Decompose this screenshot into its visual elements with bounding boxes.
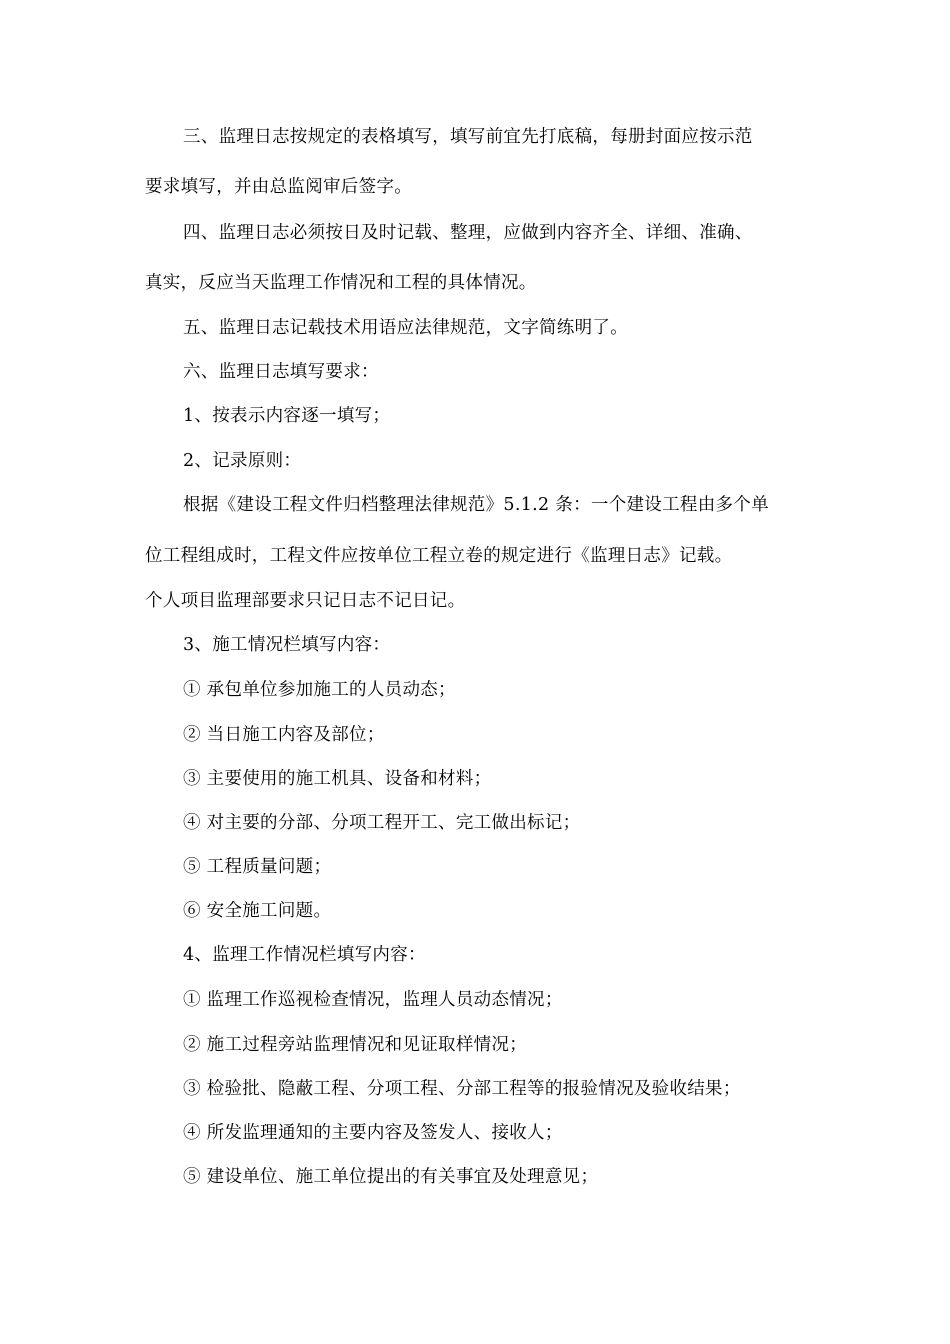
sub-item-4-4: ④ 所发监理通知的主要内容及签发人、接收人； [183,1123,563,1143]
paragraph-line-11: 个人项目监理部要求只记日志不记日记。 [145,591,466,611]
paragraph-line-4: 真实，反应当天监理工作情况和工程的具体情况。 [145,273,537,293]
sub-item-4-2: ② 施工过程旁站监理情况和见证取样情况； [183,1035,528,1055]
sub-item-3-5: ⑤ 工程质量问题； [183,857,332,877]
paragraph-line-1: 三、监理日志按规定的表格填写，填写前宜先打底稿，每册封面应按示范 [183,127,753,147]
sub-item-4-3: ③ 检验批、隐蔽工程、分项工程、分部工程等的报验情况及验收结果； [183,1079,741,1099]
list-item-3: 3、施工情况栏填写内容： [183,635,391,655]
sub-item-4-5: ⑤ 建设单位、施工单位提出的有关事宜及处理意见； [183,1167,599,1187]
list-item-1: 1、按表示内容逐一填写； [183,406,391,426]
paragraph-line-5: 五、监理日志记载技术用语应法律规范，文字简练明了。 [183,318,628,338]
sub-item-3-1: ① 承包单位参加施工的人员动态； [183,680,456,700]
section-heading-6: 六、监理日志填写要求： [183,362,379,382]
sub-item-3-6: ⑥ 安全施工问题。 [183,901,332,921]
paragraph-line-2: 要求填写，并由总监阅审后签字。 [145,177,412,197]
sub-item-3-4: ④ 对主要的分部、分项工程开工、完工做出标记； [183,813,581,833]
list-item-4: 4、监理工作情况栏填写内容： [183,945,426,965]
sub-item-4-1: ① 监理工作巡视检查情况，监理人员动态情况； [183,990,563,1010]
sub-item-3-2: ② 当日施工内容及部位； [183,725,385,745]
paragraph-line-9: 根据《建设工程文件归档整理法律规范》5.1.2 条：一个建设工程由多个单 [183,495,769,515]
paragraph-line-10: 位工程组成时，工程文件应按单位工程立卷的规定进行《监理日志》记载。 [145,546,733,566]
paragraph-line-3: 四、监理日志必须按日及时记载、整理，应做到内容齐全、详细、准确、 [183,223,753,243]
list-item-2: 2、记录原则： [183,451,302,471]
sub-item-3-3: ③ 主要使用的施工机具、设备和材料； [183,769,492,789]
